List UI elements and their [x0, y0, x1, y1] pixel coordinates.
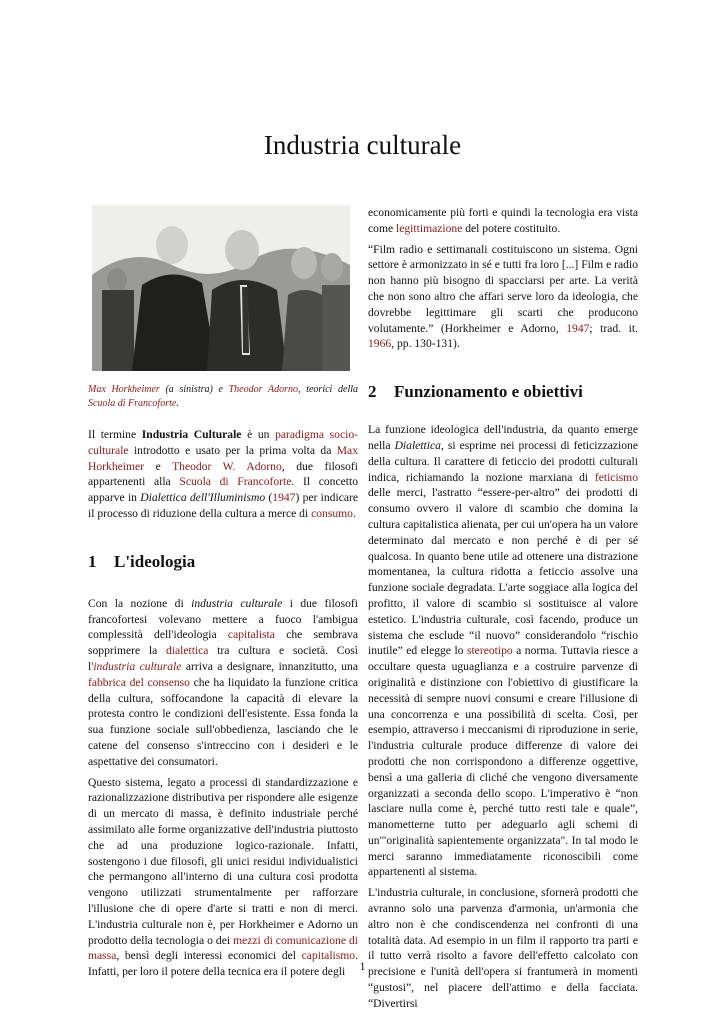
text: “Film radio e settimanali costituiscono un sistema. Ogni settore è armonizzato in sé e tutti fra loro [...] Film e radio non hanno più bisogno di spacciarsi per arte. La verità che non sono altro che affari serve loro da ideologia, che dovrebbe legittimare gli scarti che producono volutamente.” (Horkheimer e Adorno, [368, 242, 638, 335]
italic-term: industria culturale [191, 596, 283, 610]
link-mezzi-comunicazione[interactable]: mezzi di comunicazione di massa [88, 933, 358, 963]
page-title: Industria culturale [263, 130, 462, 161]
link-capitalismo[interactable]: capitalismo [301, 949, 356, 963]
link-stereotipo[interactable]: stereotipo [466, 644, 513, 658]
link-1947[interactable]: 1947 [272, 491, 296, 505]
quote-paragraph [368, 242, 638, 353]
photo-caption [88, 383, 358, 411]
text: , due filosofi appartenenti alla [88, 459, 358, 489]
text: . [352, 506, 356, 520]
section-title: L'ideologia [114, 551, 196, 571]
link-scuola[interactable]: Scuola di Francoforte [179, 475, 292, 489]
text: introdotto e usato per la prima volta da [128, 443, 337, 457]
caption-link-horkheimer[interactable]: Max Horkheimer [88, 384, 160, 395]
text: arriva a designare, innanzitutto, una [181, 659, 358, 673]
link-consumo[interactable]: consumo [311, 506, 353, 520]
text: è un [241, 428, 276, 441]
section-title: Funzionamento e obiettivi [394, 382, 583, 402]
text: a norma. Tuttavia riesce a occultare questa uguaglianza e a costruire parvenze di originalità e distinzione con l'obiettivo di giustificare la necessità di sempre nuovi consumi e creare l'illusione di una concorrenza e una possibilità di scelta. Così, per esempio, attraverso i meccanismi di riproduzione in serie, l'industria culturale produce differenze di valore dei prodotti che non corrispondono a differenze oggettive, bensì a una galleria di cliché che vengono diversamente organizzati a seconda dello scopo. L'imperativo è “non lasciare nulla come è, perché tutto resti tale e quale”, manometterne tutto per adeguarlo agli schemi di un'"originalità sapientemente organizzata". In tal modo le merci saranno immediatamente riconoscibili come appartenenti al sistema. [368, 644, 638, 879]
photo-horkheimer-adorno [92, 205, 350, 371]
continued-paragraph [368, 205, 638, 237]
link-paradigma[interactable]: paradigma socio-culturale [88, 428, 358, 457]
section-2-paragraph-1 [368, 422, 638, 880]
page-number: 1 [359, 960, 366, 973]
caption-text: (a sinistra) e [159, 384, 229, 395]
link-fabbrica-consenso[interactable]: fabbrica del consenso [88, 675, 190, 689]
section-2-paragraph-2: L'industria culturale, in conclusione, sfornerà prodotti che avranno solo una parvenza d'armonia, un'armonia che altro non è che condiscendenza nei confronti di una totalità data. Ad esempio in un film il rapporto tra parti e il tutto verrà risolto a favore dell'effetto calcolato con precisione e l'unità dell'opera si frantumerà in momenti “gustosi”, nel piacere dell'attimo e della facciata. “Divertirsi [368, 886, 638, 1010]
text: , bensì degli interessi economici del [116, 949, 302, 963]
section-number: 2 [368, 382, 377, 402]
text: tra cultura e società. Così l' [88, 644, 358, 673]
text: ) per indicare il processo di riduzione della cultura a merce di [88, 491, 358, 520]
link-dialettica[interactable]: dialettica [165, 644, 209, 658]
section-1-heading [88, 552, 358, 572]
text: economicamente più forti e quindi la tecnologia era vista come [368, 206, 638, 235]
link-industria-culturale[interactable]: industria culturale [93, 659, 182, 673]
link-capitalista[interactable]: capitalista [227, 628, 275, 642]
text: , si esprime nei processi di feticizzazione della cultura. Il carattere di feticcio dei prodotti culturali indica, richiamando la nozione marxiana di [368, 438, 638, 484]
text: i due filosofi francofortesi volevano mettere a fuoco l'ambigua complessità dell'ideologia [88, 596, 358, 642]
text: ( [265, 491, 273, 505]
text: . Il concetto apparve in [88, 475, 359, 505]
link-legittimazione[interactable]: legittimazione [396, 221, 463, 235]
link-1966[interactable]: 1966 [368, 337, 392, 351]
photo-illustration [92, 205, 350, 371]
link-adorno[interactable]: Theodor W. Adorno [172, 459, 282, 473]
link-1947[interactable]: 1947 [566, 321, 590, 335]
text: Con la nozione di [88, 596, 192, 610]
section-1-paragraph-2 [88, 775, 358, 980]
text: del potere costituito. [462, 221, 561, 235]
text: ; trad. it. [589, 321, 638, 335]
caption-link-scuola[interactable]: Scuola di Francoforte [88, 398, 177, 409]
section-2-heading [368, 382, 638, 402]
book-title: Dialettica dell'Illuminismo [140, 491, 266, 505]
italic-term: Dialettica [394, 438, 441, 452]
intro-paragraph [88, 427, 358, 522]
text: Questo sistema, legato a processi di standardizzazione e razionalizzazione distributiva per rispondere alle esigenze di un mercato di massa, è definito industriale perché assimilato alle forme organizzative dell'industria piuttosto che ad una produzione logico-razionale. Infatti, sostengono i due filosofi, gli unici residui individualistici che permangono all'interno di una cultura così prodotta vengono utilizzati strumentalmente per rafforzare l'illusione che di opere d'arte si tratti e non di merci. L'industria culturale non è, per Horkheimer e Adorno un prodotto della tecnologia o dei [88, 775, 358, 947]
left-column [88, 205, 358, 980]
caption-link-adorno[interactable]: Theodor Adorno [228, 384, 299, 395]
text: delle merci, l'astratto “essere-per-altro” dei prodotti di consumo ovvero il valore di scambio che domina la cultura capitalistica alienata, per cui un'opera ha un valore determinato dal mercato e non perché è di per sé qualcosa. In quanto bene utile ad ottenere una distrazione momentanea, la cultura ridotta a feticcio assolve una funzione sociale degradata. L'arte soggiace alla logica del profitto, il valore di scambio si sostituisce al valore estetico. L'industria culturale, così facendo, produce un sistema che esclude “il nuovo” considerandolo “rischio inutile” ed elegge lo [368, 486, 638, 658]
text: e [144, 459, 173, 473]
right-column [368, 205, 638, 1012]
section-1-paragraph-1 [88, 596, 358, 770]
text: Il termine [88, 428, 142, 441]
link-feticismo[interactable]: feticismo [594, 470, 638, 484]
text: . Infatti, per loro il potere della tecnica era il potere degli [88, 949, 358, 979]
caption-text: . [176, 398, 179, 409]
link-horkheimer[interactable]: Max Horkheimer [88, 443, 358, 473]
term-bold: Industria Culturale [141, 428, 242, 441]
text: La funzione ideologica dell'industria, da quanto emerge nella [368, 423, 638, 452]
caption-text: , teorici della [298, 384, 358, 395]
text: che sembrava sopprimere la [88, 628, 358, 658]
section-number: 1 [88, 551, 97, 571]
text: , pp. 130-131). [391, 337, 460, 351]
text: che ha liquidato la funzione critica della cultura, soffocandone la capacità di elevare la protesta contro le condizioni dell'esistente. Essa fonda la sua funzione sociale sull'obbedienza, lasciando che le catene del consenso s'intreccino con i desideri e le aspettative dei consumatori. [88, 675, 358, 768]
